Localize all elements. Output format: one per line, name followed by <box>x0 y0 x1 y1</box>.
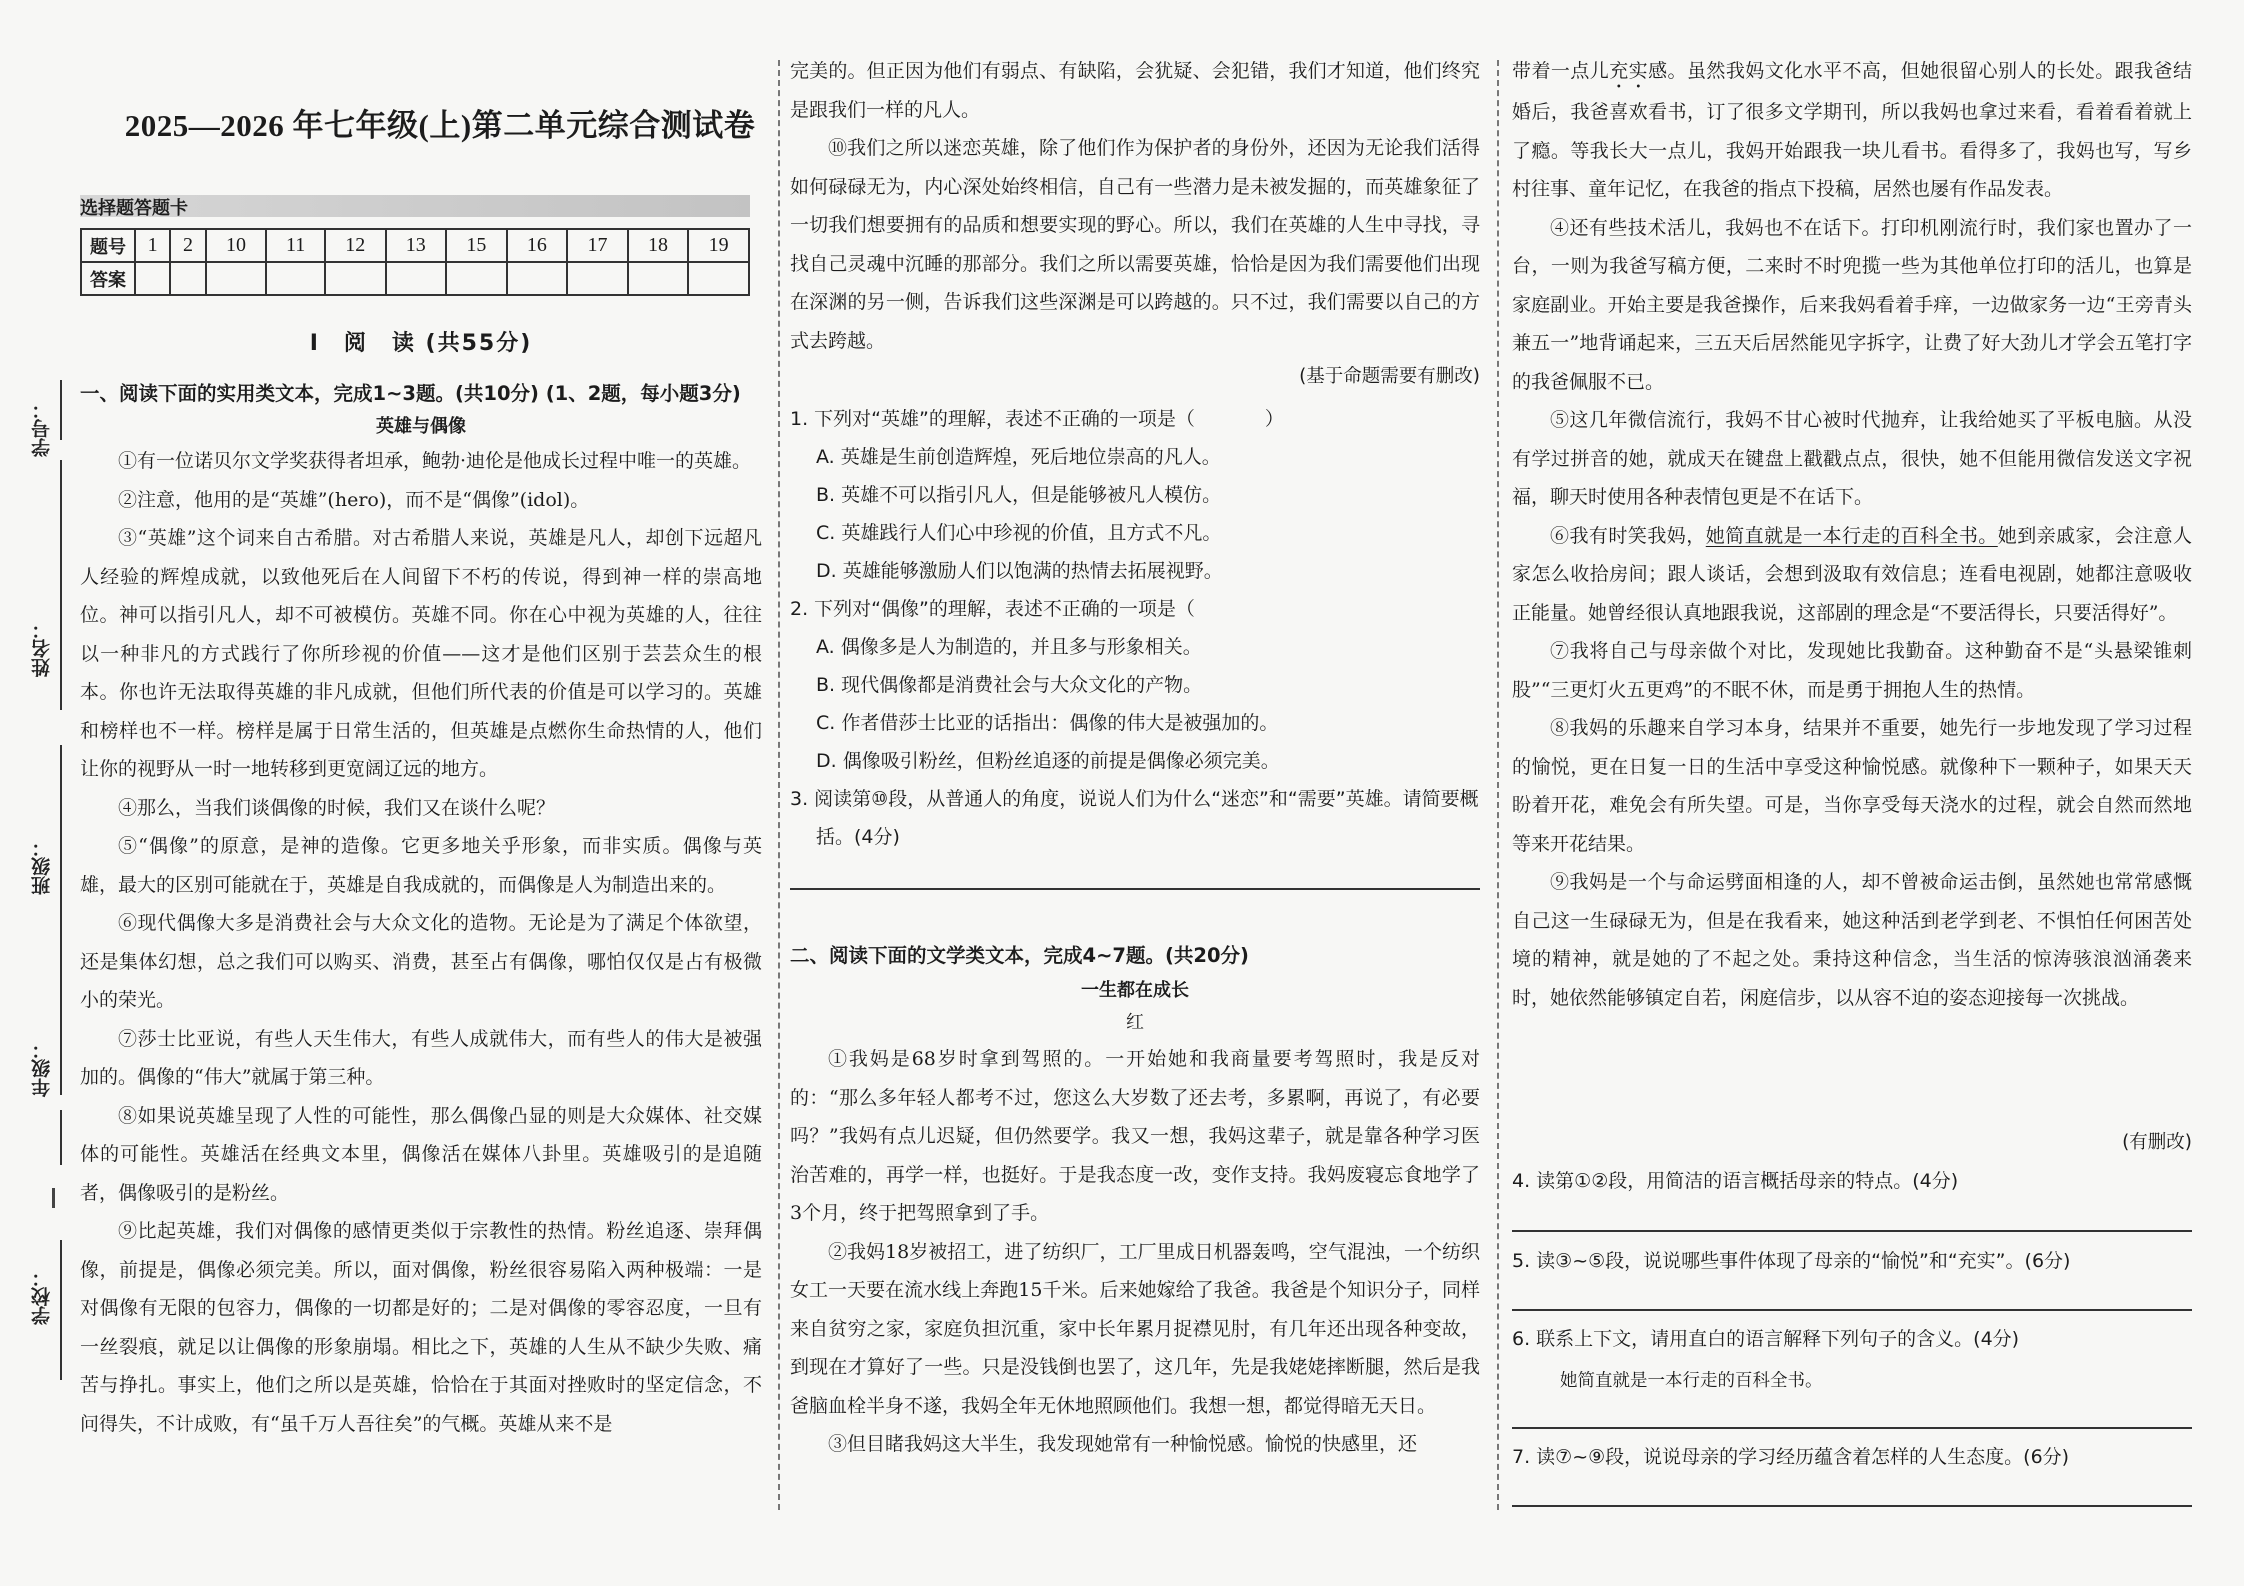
underlined-sentence: 她简直就是一本行走的百科全书。 <box>1705 524 1998 547</box>
paren-close: ） <box>1264 408 1284 430</box>
paragraph: ②我妈18岁被招工，进了纺织厂，工厂里成日机器轰鸣，空气混浊，一个纺织女工一天要在流水线上奔跑15千米。后来她嫁给了我爸。我爸是个知识分子，同样来自贫穷之家，家庭负担沉重，家中长年累月捉襟见肘，有几年还出现各种变故，到现在才算好了一些。只是没钱倒也罢了，这几年，先是我姥姥摔断腿，然后是我爸脑血栓半身不遂，我妈全年无休地照顾他们。我想一想，都觉得暗无天日。 <box>790 1240 1480 1417</box>
article-two-continued <box>1512 52 2192 1017</box>
binding-line <box>60 380 62 440</box>
paragraph: ⑦莎士比亚说，有些人天生伟大，有些人成就伟大，而有些人的伟大是被强加的。偶像的“伟大”就属于第三种。 <box>80 1027 762 1088</box>
binding-line <box>60 1240 62 1380</box>
article-one-continued <box>790 52 1480 360</box>
answer-line-q5[interactable] <box>1512 1309 2192 1311</box>
option: D. 偶像吸引粉丝，但粉丝追逐的前提是偶像必须完美。 <box>816 750 1280 772</box>
row-label: 题号 <box>81 229 135 262</box>
question-number: 17 <box>567 229 628 262</box>
question-number: 18 <box>628 229 689 262</box>
paragraph: ⑩我们之所以迷恋英雄，除了他们作为保护者的身份外，还因为无论我们活得如何碌碌无为，内心深处始终相信，自己有一些潜力是未被发掘的，而英雄象征了一切我们想要拥有的品质和想要实现的野心。所以，我们在英雄的人生中寻找，寻找自己灵魂中沉睡的那部分。我们之所以需要英雄，恰恰是因为我们需要他们出现在深渊的另一侧，告诉我们这些深渊是可以跨越的。只不过，我们需要以自己的方式去跨越。 <box>790 137 1480 352</box>
answer-cell[interactable] <box>446 262 507 295</box>
question-6: 6. 联系上下文，请用直白的语言解释下列句子的含义。(4分) <box>1512 1328 2020 1350</box>
grade-label: 年级： <box>31 1040 53 1097</box>
option: C. 英雄践行人们心中珍视的价值，且方式不凡。 <box>816 522 1222 544</box>
section-one-questions <box>790 400 1480 856</box>
binding-margin <box>0 0 75 1586</box>
article-two-author: 红 <box>1126 1012 1144 1033</box>
answer-row <box>81 262 749 295</box>
exam-title: 2025—2026 年七年级(上)第二单元综合测试卷 <box>124 108 756 143</box>
question-number: 13 <box>386 229 447 262</box>
question-2 <box>790 590 1480 780</box>
question-stem: 3. 阅读第⑩段，从普通人的角度，说说人们为什么“迷恋”和“需要”英雄。请简要概括。(4分) <box>790 788 1479 848</box>
question-6-quote: 她简直就是一本行走的百科全书。 <box>1560 1371 1823 1391</box>
column-divider <box>1497 60 1499 1510</box>
paragraph: ②注意，他用的是“英雄”(hero)，而不是“偶像”(idol)。 <box>118 488 590 511</box>
answer-line-q3[interactable] <box>790 888 1480 890</box>
article-one-title: 英雄与偶像 <box>376 416 466 437</box>
paragraph: ④那么，当我们谈偶像的时候，我们又在谈什么呢？ <box>118 796 556 819</box>
paragraph: 完美的。但正因为他们有弱点、有缺陷，会犹疑、会犯错，我们才知道，他们终究是跟我们一样的凡人。 <box>790 60 1480 121</box>
answer-line-q6[interactable] <box>1512 1427 2192 1429</box>
answer-cell[interactable] <box>206 262 267 295</box>
answer-card-label: 选择题答题卡 <box>80 198 188 219</box>
paragraph: ⑧如果说英雄呈现了人性的可能性，那么偶像凸显的则是大众媒体、社交媒体的可能性。英雄活在经典文本里，偶像活在媒体八卦里。英雄吸引的是追随者，偶像吸引的是粉丝。 <box>80 1104 762 1204</box>
article-two-body <box>790 1040 1480 1464</box>
question-number: 2 <box>170 229 205 262</box>
option: D. 英雄能够激励人们以饱满的热情去拓展视野。 <box>816 560 1223 582</box>
part-one-title: Ⅰ 阅 读 (共55分) <box>309 331 533 356</box>
text-span: 感。虽然我妈文化水平不高，但她很留心别人的长处。跟我爸结婚后，我爸喜欢看书，订了很多文学期刊，所以我妈也拿过来看，看着看着就上了瘾。等我长大一点儿，我妈开始跟我一块儿看书。看得多了，我妈也写，写乡村往事、童年记忆，在我爸的指点下投稿，居然也屡有作品发表。 <box>1512 60 2192 200</box>
section-two-heading: 二、阅读下面的文学类文本，完成4~7题。(共20分) <box>790 944 1249 967</box>
column-divider <box>778 60 780 1510</box>
paragraph: ⑤这几年微信流行，我妈不甘心被时代抛弃，让我给她买了平板电脑。从没有学过拼音的她，就成天在键盘上戳戳点点，很快，她不但能用微信发送文字祝福，聊天时使用各种表情包更是不在话下。 <box>1512 409 2192 508</box>
paragraph: ⑧我妈的乐趣来自学习本身，结果并不重要，她先行一步地发现了学习过程的愉悦，更在日复一日的生活中享受这种愉悦感。就像种下一颗种子，如果天天盼着开花，难免会有所失望。可是，当你享受每天浇水的过程，就会自然而然地等来开花结果。 <box>1512 717 2192 855</box>
binding-line <box>60 1110 62 1165</box>
paragraph: ③“英雄”这个词来自古希腊。对古希腊人来说，英雄是凡人，却创下远超凡人经验的辉煌成就，以致他死后在人间留下不朽的传说，得到神一样的崇高地位。神可以指引凡人，却不可被模仿。英雄不同。你在心中视为英雄的人，往往以一种非凡的方式践行了你所珍视的价值——这才是他们区别于芸芸众生的根本。你也许无法取得英雄的非凡成就，但他们所代表的价值是可以学习的。英雄和榜样也不一样。榜样是属于日常生活的，但英雄是点燃你生命热情的人，他们让你的视野从一时一地转移到更宽阔辽远的地方。 <box>80 527 762 780</box>
answer-card-header <box>80 195 750 217</box>
binding-line <box>52 1188 55 1208</box>
text-span: 她到亲戚家，会注意人家怎么收拾房间；跟人谈话，会想到汲取有效信息；连看电视剧，她都注意吸收正能量。她曾经很认真地跟我说，这部剧的理念是“不要活得长，只要活得好”。 <box>1512 524 2192 624</box>
paragraph <box>1512 517 2192 633</box>
option: B. 英雄不可以指引凡人，但是能够被凡人模仿。 <box>816 484 1222 506</box>
paragraph: ⑨我妈是一个与命运劈面相逢的人，却不曾被命运击倒，虽然她也常常感慨自己这一生碌碌无为，但是在我看来，她这种活到老学到老、不惧怕任何困苦处境的精神，就是她的了不起之处。秉持这种信念，当生活的惊涛骇浪汹涌袭来时，她依然能够镇定自若，闲庭信步，以从容不迫的姿态迎接每一次挑战。 <box>1512 871 2192 1009</box>
answer-cell[interactable] <box>567 262 628 295</box>
question-stem: 1. 下列对“英雄”的理解，表述不正确的一项是（ <box>790 408 1195 430</box>
row-label: 答案 <box>81 262 135 295</box>
school-label: 学校： <box>31 1268 53 1325</box>
source-note: (有删改) <box>2122 1132 2192 1153</box>
option: B. 现代偶像都是消费社会与大众文化的产物。 <box>816 674 1203 696</box>
question-number: 1 <box>135 229 170 262</box>
question-number: 15 <box>446 229 507 262</box>
question-number: 16 <box>507 229 568 262</box>
question-5: 5. 读③~⑤段，说说哪些事件体现了母亲的“愉悦”和“充实”。(6分) <box>1512 1250 2071 1272</box>
source-note: (基于命题需要有删改) <box>1299 366 1480 387</box>
question-4: 4. 读第①②段，用简洁的语言概括母亲的特点。(4分) <box>1512 1170 1959 1192</box>
option: C. 作者借莎士比亚的话指出：偶像的伟大是被强加的。 <box>816 712 1279 734</box>
answer-card-table <box>80 228 750 296</box>
option: A. 英雄是生前创造辉煌，死后地位崇高的凡人。 <box>816 446 1221 468</box>
section-two <box>790 940 1480 1464</box>
answer-cell[interactable] <box>170 262 205 295</box>
question-7: 7. 读⑦~⑨段，说说母亲的学习经历蕴含着怎样的人生态度。(6分) <box>1512 1446 2070 1468</box>
paragraph: ③但目睹我妈这大半生，我发现她常有一种愉悦感。愉悦的快感里，还 <box>828 1433 1418 1455</box>
answer-cell[interactable] <box>628 262 689 295</box>
paragraph: ①有一位诺贝尔文学奖获得者坦承，鲍勃·迪伦是他成长过程中唯一的英雄。 <box>118 450 752 472</box>
binding-line <box>60 745 62 1095</box>
answer-cell[interactable] <box>325 262 386 295</box>
section-one-heading: 一、阅读下面的实用类文本，完成1~3题。(共10分) (1、2题，每小题3分) <box>80 382 741 405</box>
answer-line-q7[interactable] <box>1512 1505 2192 1507</box>
question-3 <box>790 780 1480 856</box>
question-stem: 2. 下列对“偶像”的理解，表述不正确的一项是（ <box>790 598 1195 620</box>
paragraph <box>1512 52 2192 209</box>
answer-cell[interactable] <box>688 262 749 295</box>
option: A. 偶像多是人为制造的，并且多与形象相关。 <box>816 636 1202 658</box>
class-label: 班级： <box>31 838 53 895</box>
name-label: 姓名： <box>31 620 53 677</box>
answer-cell[interactable] <box>266 262 325 295</box>
question-number-row <box>81 229 749 262</box>
question-number: 11 <box>266 229 325 262</box>
answer-line-q4[interactable] <box>1512 1230 2192 1232</box>
emphasized-text: 充实 <box>1609 60 1649 82</box>
paragraph: ④还有些技术活儿，我妈也不在话下。打印机刚流行时，我们家也置办了一台，一则为我爸写稿方便，二来时不时兜揽一些为其他单位打印的活儿，也算是家庭副业。开始主要是我爸操作，后来我妈看着手痒，一边做家务一边“王旁青头兼五一”地背诵起来，三五天后居然能见字拆字，让费了好大劲儿才学会五笔打字的我爸佩服不已。 <box>1512 216 2192 393</box>
question-number: 12 <box>325 229 386 262</box>
section-one <box>80 378 762 1443</box>
paragraph: ⑤“偶像”的原意，是神的造像。它更多地关乎形象，而非实质。偶像与英雄，最大的区别可能就在于，英雄是自我成就的，而偶像是人为制造出来的。 <box>80 835 762 896</box>
article-one-body <box>80 442 762 1443</box>
answer-cell[interactable] <box>507 262 568 295</box>
text-span: 带着一点儿 <box>1512 60 1610 82</box>
question-number: 19 <box>688 229 749 262</box>
answer-cell[interactable] <box>135 262 170 295</box>
paragraph: ①我妈是68岁时拿到驾照的。一开始她和我商量要考驾照时，我是反对的：“那么多年轻人都考不过，您这么大岁数了还去考，多累啊，再说了，有必要吗？”我妈有点儿迟疑，但仍然要学。我又一想，我妈这辈子，就是靠各种学习医治苦难的，再学一样，也挺好。于是我态度一改，变作支持。我妈废寝忘食地学了3个月，终于把驾照拿到了手。 <box>790 1048 1480 1224</box>
binding-line <box>60 460 62 710</box>
text-span: ⑥我有时笑我妈， <box>1550 524 1706 547</box>
article-two-title: 一生都在成长 <box>1081 980 1189 1001</box>
paragraph: ⑨比起英雄，我们对偶像的感情更类似于宗教性的热情。粉丝追逐、崇拜偶像，前提是，偶像必须完美。所以，面对偶像，粉丝很容易陷入两种极端：一是对偶像有无限的包容力，偶像的一切都是好的；二是对偶像的零容忍度，一旦有一丝裂痕，就足以让偶像的形象崩塌。相比之下，英雄的人生从不缺少失败、痛苦与挣扎。事实上，他们之所以是英雄，恰恰在于其面对挫败时的坚定信念，不问得失，不计成败，有“虽千万人吾往矣”的气概。英雄从来不是 <box>80 1220 762 1435</box>
question-number: 10 <box>206 229 267 262</box>
paragraph: ⑥现代偶像大多是消费社会与大众文化的造物。无论是为了满足个体欲望，还是集体幻想，总之我们可以购买、消费，甚至占有偶像，哪怕仅仅是占有极微小的荣光。 <box>80 912 762 1011</box>
student-id-label: 学号： <box>31 400 53 457</box>
answer-cell[interactable] <box>386 262 447 295</box>
question-1 <box>790 400 1480 590</box>
paragraph: ⑦我将自己与母亲做个对比，发现她比我勤奋。这种勤奋不是“头悬梁锥刺股”“三更灯火五更鸡”的不眠不休，而是勇于拥抱人生的热情。 <box>1512 640 2192 701</box>
